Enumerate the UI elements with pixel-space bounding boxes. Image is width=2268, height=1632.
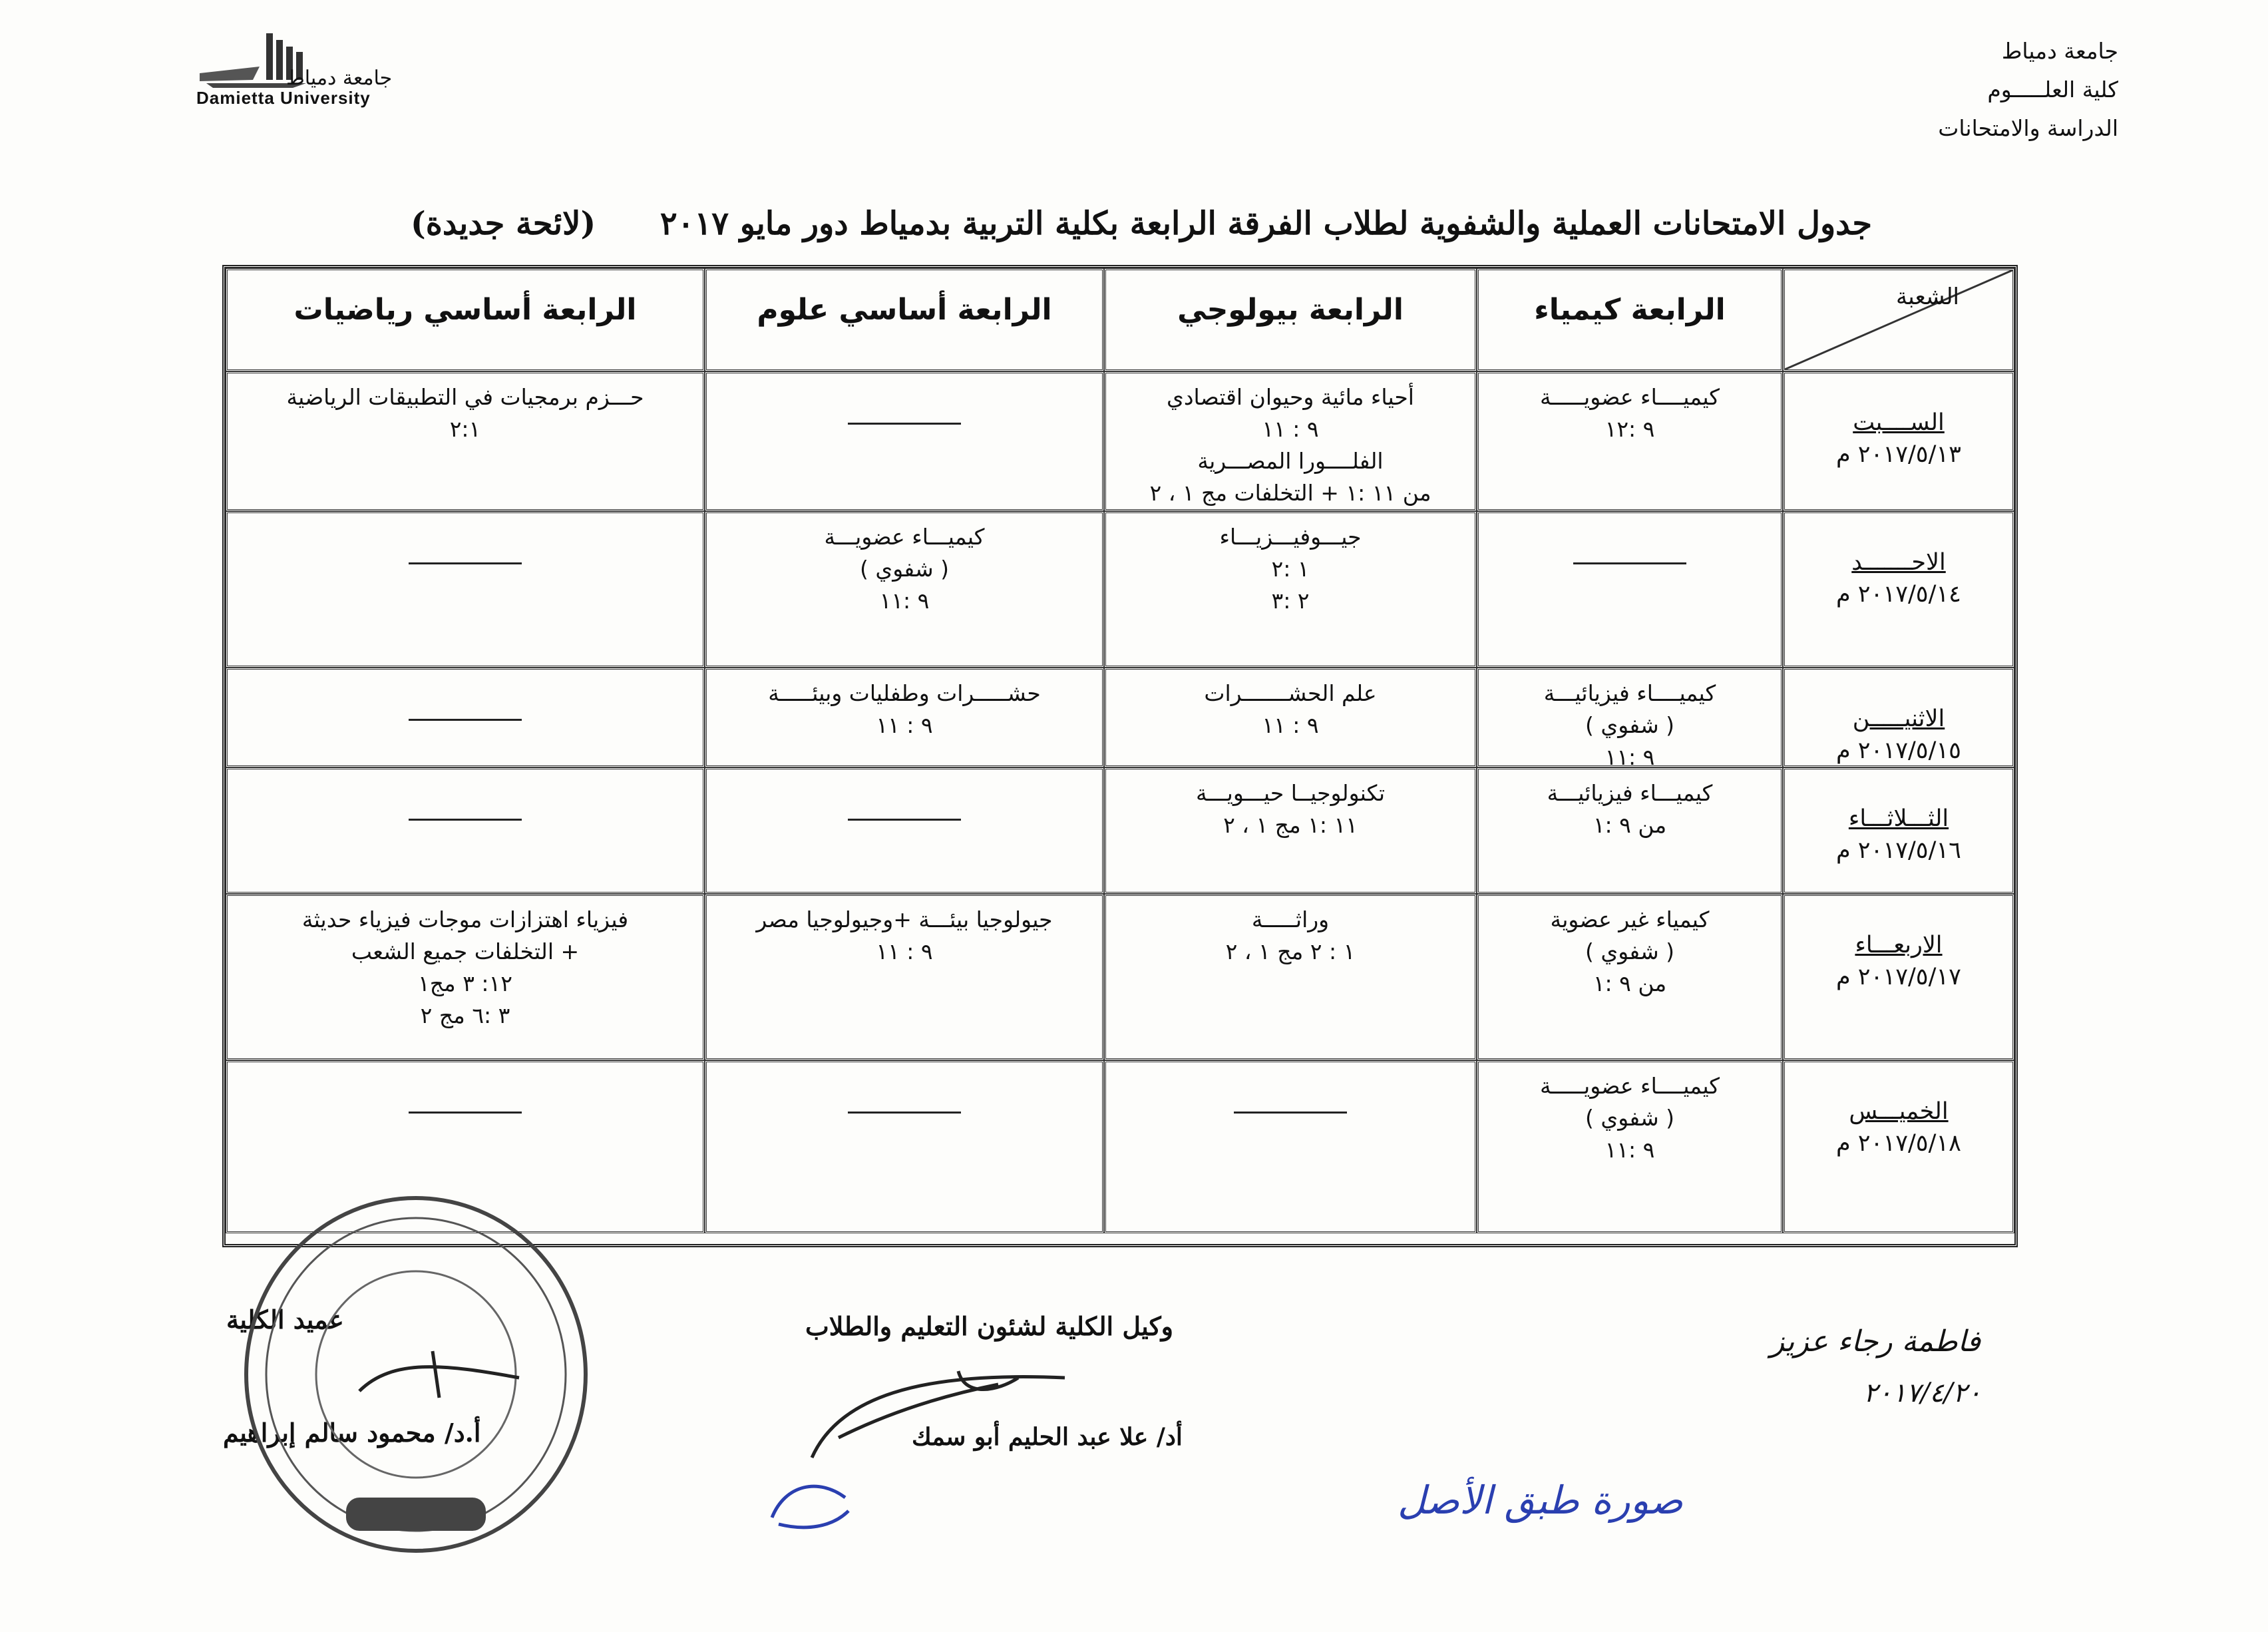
cell-biology: [1104, 894, 1477, 1060]
title-main: جدول الامتحانات العملية والشفوية لطلاب الفرقة الرابعة بكلية التربية بدمياط دور مايو ٢٠١٧: [660, 205, 1872, 242]
col-header-biology: الرابعة بيولوجي: [1104, 268, 1477, 371]
cell-line: ٩ : ١١: [1262, 712, 1319, 738]
cell-line: الفلــــورا المصـــرية: [1197, 448, 1384, 474]
cell-chemistry: [1477, 668, 1783, 770]
cell-line: أحياء مائية وحيوان اقتصادي: [1167, 384, 1414, 410]
corner-label: الشعبة: [1895, 284, 1959, 310]
cell-line: ١ :٢: [1271, 556, 1310, 582]
cell-line: ٩ : ١١: [876, 938, 933, 964]
day-cell: [1783, 668, 2014, 767]
day-date: ٢٠١٧/٥/١٤ م: [1836, 581, 1961, 608]
dean-signature: [353, 1338, 526, 1418]
cell-line: ( شفوي ): [1585, 712, 1674, 738]
day-name: الثـــلاثـــاء: [1848, 805, 1949, 832]
day-cell: [1783, 371, 2014, 511]
cell-line: تكنولوجيــا حيـــويـــة: [1195, 780, 1386, 806]
corner-cell: [1783, 268, 2014, 371]
cell-chemistry: [1477, 1060, 1783, 1233]
dean-title: عميد الكلية: [226, 1305, 344, 1334]
cell-line: جيـــوفيـــزيـــاء: [1219, 524, 1362, 550]
table-row: [226, 511, 2014, 668]
cell-line: من ٩ :١: [1593, 970, 1667, 996]
exam-schedule-table: [222, 265, 2018, 1247]
empty-dash: [409, 1112, 522, 1114]
cell-basic-science: [705, 767, 1104, 894]
table-row: [226, 668, 2014, 770]
cell-line: ٣ :٦ مج ٢: [420, 1002, 510, 1028]
empty-dash: [1573, 562, 1686, 564]
table-header-row: [226, 268, 2014, 371]
empty-dash: [848, 423, 961, 425]
cell-line: ٢:١: [449, 416, 481, 442]
day-name: الســــبت: [1853, 409, 1945, 436]
day-name: الخميـــس: [1849, 1098, 1949, 1125]
cell-line: من ١١ :١ + التخلفات مج ١ ، ٢: [1149, 480, 1431, 506]
empty-dash: [409, 562, 522, 564]
cell-line: ٩ :١١: [1605, 1137, 1655, 1163]
cell-line: ( شفوي ): [1585, 1105, 1674, 1131]
day-name: الاحـــــــد: [1851, 549, 1946, 576]
handwritten-copy-note: صورة طبق الأصل: [1398, 1478, 1683, 1523]
empty-dash: [409, 719, 522, 721]
empty-dash: [409, 819, 522, 821]
handwritten-name: فاطمة رجاء عزيز: [1770, 1325, 1981, 1358]
table-row: [226, 371, 2014, 511]
dean-name: أ.د/ محمود سالم إبراهيم: [223, 1418, 481, 1448]
blue-initial-signature: [765, 1464, 852, 1537]
day-date: ٢٠١٧/٥/١٧ م: [1836, 964, 1961, 990]
cell-line: ٩ :١١: [879, 588, 930, 614]
cell-biology: [1104, 1060, 1477, 1233]
cell-chemistry: [1477, 511, 1783, 668]
header-block: [1938, 32, 2118, 148]
cell-biology: [1104, 511, 1477, 668]
cell-basic-math: [226, 894, 705, 1060]
cell-basic-science: [705, 894, 1104, 1060]
col-header-basic-math: الرابعة أساسي رياضيات: [226, 268, 705, 371]
cell-line: ١ : ٢ مج ١ ، ٢: [1225, 938, 1356, 964]
header-department: الدراسة والامتحانات: [1938, 115, 2118, 141]
cell-line: ٩ : ١١: [1262, 416, 1319, 442]
cell-line: كيميــــاء عضويـــــة: [1539, 384, 1720, 410]
cell-basic-math: [226, 767, 705, 894]
cell-line: جيولوجيا بيئـــة +وجيولوجيا مصر: [756, 907, 1053, 932]
cell-basic-science: [705, 371, 1104, 511]
cell-chemistry: [1477, 894, 1783, 1060]
day-date: ٢٠١٧/٥/١٨ م: [1836, 1130, 1961, 1157]
col-header-basic-science: الرابعة أساسي علوم: [705, 268, 1104, 371]
cell-line: حشـــــرات وطفليات وبيئـــــة: [768, 680, 1041, 706]
empty-dash: [848, 1112, 961, 1114]
cell-line: ٩ :١٢: [1605, 416, 1655, 442]
day-cell: [1783, 767, 2014, 894]
day-cell: [1783, 894, 2014, 1060]
cell-line: ( شفوي ): [860, 556, 949, 582]
day-name: الاثنيـــــن: [1852, 706, 1945, 732]
vice-dean-signature: [799, 1358, 1078, 1471]
day-cell: [1783, 1060, 2014, 1233]
logo-arabic-text: جامعة دمياط: [286, 67, 393, 90]
cell-line: كيميــــاء فيزيائيـــة: [1543, 680, 1716, 706]
cell-biology: [1104, 371, 1477, 511]
cell-line: حـــزم برمجيات في التطبيقات الرياضية: [286, 384, 644, 410]
cell-basic-science: [705, 668, 1104, 767]
day-date: ٢٠١٧/٥/١٦ م: [1836, 837, 1961, 864]
day-name: الاربعـــاء: [1855, 932, 1943, 958]
cell-line: من ٩ :١: [1593, 812, 1667, 838]
cell-line: ٢ :٣: [1271, 588, 1310, 614]
col-header-chemistry: الرابعة كيمياء: [1477, 268, 1783, 371]
header-faculty: كلية العلـــــوم: [1987, 77, 2118, 102]
cell-basic-science: [705, 511, 1104, 668]
cell-line: فيزياء اهتزازات موجات فيزياء حديثة: [301, 907, 629, 932]
cell-line: + التخلفات جميع الشعب: [351, 938, 580, 964]
cell-chemistry: [1477, 371, 1783, 511]
cell-line: علم الحشـــــــرات: [1204, 680, 1377, 706]
vice-dean-title: وكيل الكلية لشئون التعليم والطلاب: [805, 1311, 1174, 1341]
cell-biology: [1104, 767, 1477, 894]
cell-line: ١٢: ٣ مج١: [418, 970, 512, 996]
table-row: [226, 894, 2014, 1060]
cell-line: ١١ :١ مج ١ ، ٢: [1223, 812, 1358, 838]
cell-line: كيمياء غير عضوية: [1550, 907, 1710, 932]
cell-line: كيميـــاء فيزيائيـــة: [1547, 780, 1713, 806]
header-university: جامعة دمياط: [2001, 38, 2118, 64]
cell-basic-math: [226, 371, 705, 511]
vice-dean-name: أد/ علا عبد الحليم أبو سمك: [912, 1423, 1183, 1451]
document-title: [393, 205, 1890, 242]
empty-dash: [1234, 1112, 1347, 1114]
cell-line: وراثـــــة: [1251, 907, 1330, 932]
handwritten-date: ٢٠١٧/٤/٢٠: [1863, 1378, 1982, 1408]
day-date: ٢٠١٧/٥/١٣ م: [1836, 441, 1961, 468]
cell-line: ( شفوي ): [1585, 938, 1674, 964]
cell-line: كيميـــاء عضويـــة: [824, 524, 985, 550]
day-date: ٢٠١٧/٥/١٥ م: [1836, 737, 1961, 764]
cell-basic-math: [226, 668, 705, 767]
cell-biology: [1104, 668, 1477, 767]
cell-basic-science: [705, 1060, 1104, 1233]
cell-line: ٩ :١١: [1605, 744, 1655, 770]
table-row: [226, 767, 2014, 894]
empty-dash: [848, 819, 961, 821]
logo-english-text: Damietta University: [196, 88, 371, 108]
day-cell: [1783, 511, 2014, 668]
cell-line: ٩ : ١١: [876, 712, 933, 738]
cell-chemistry: [1477, 767, 1783, 894]
cell-line: كيميــــاء عضويـــــة: [1539, 1073, 1720, 1099]
title-sub: (لائحة جديدة): [411, 205, 596, 242]
cell-basic-math: [226, 511, 705, 668]
